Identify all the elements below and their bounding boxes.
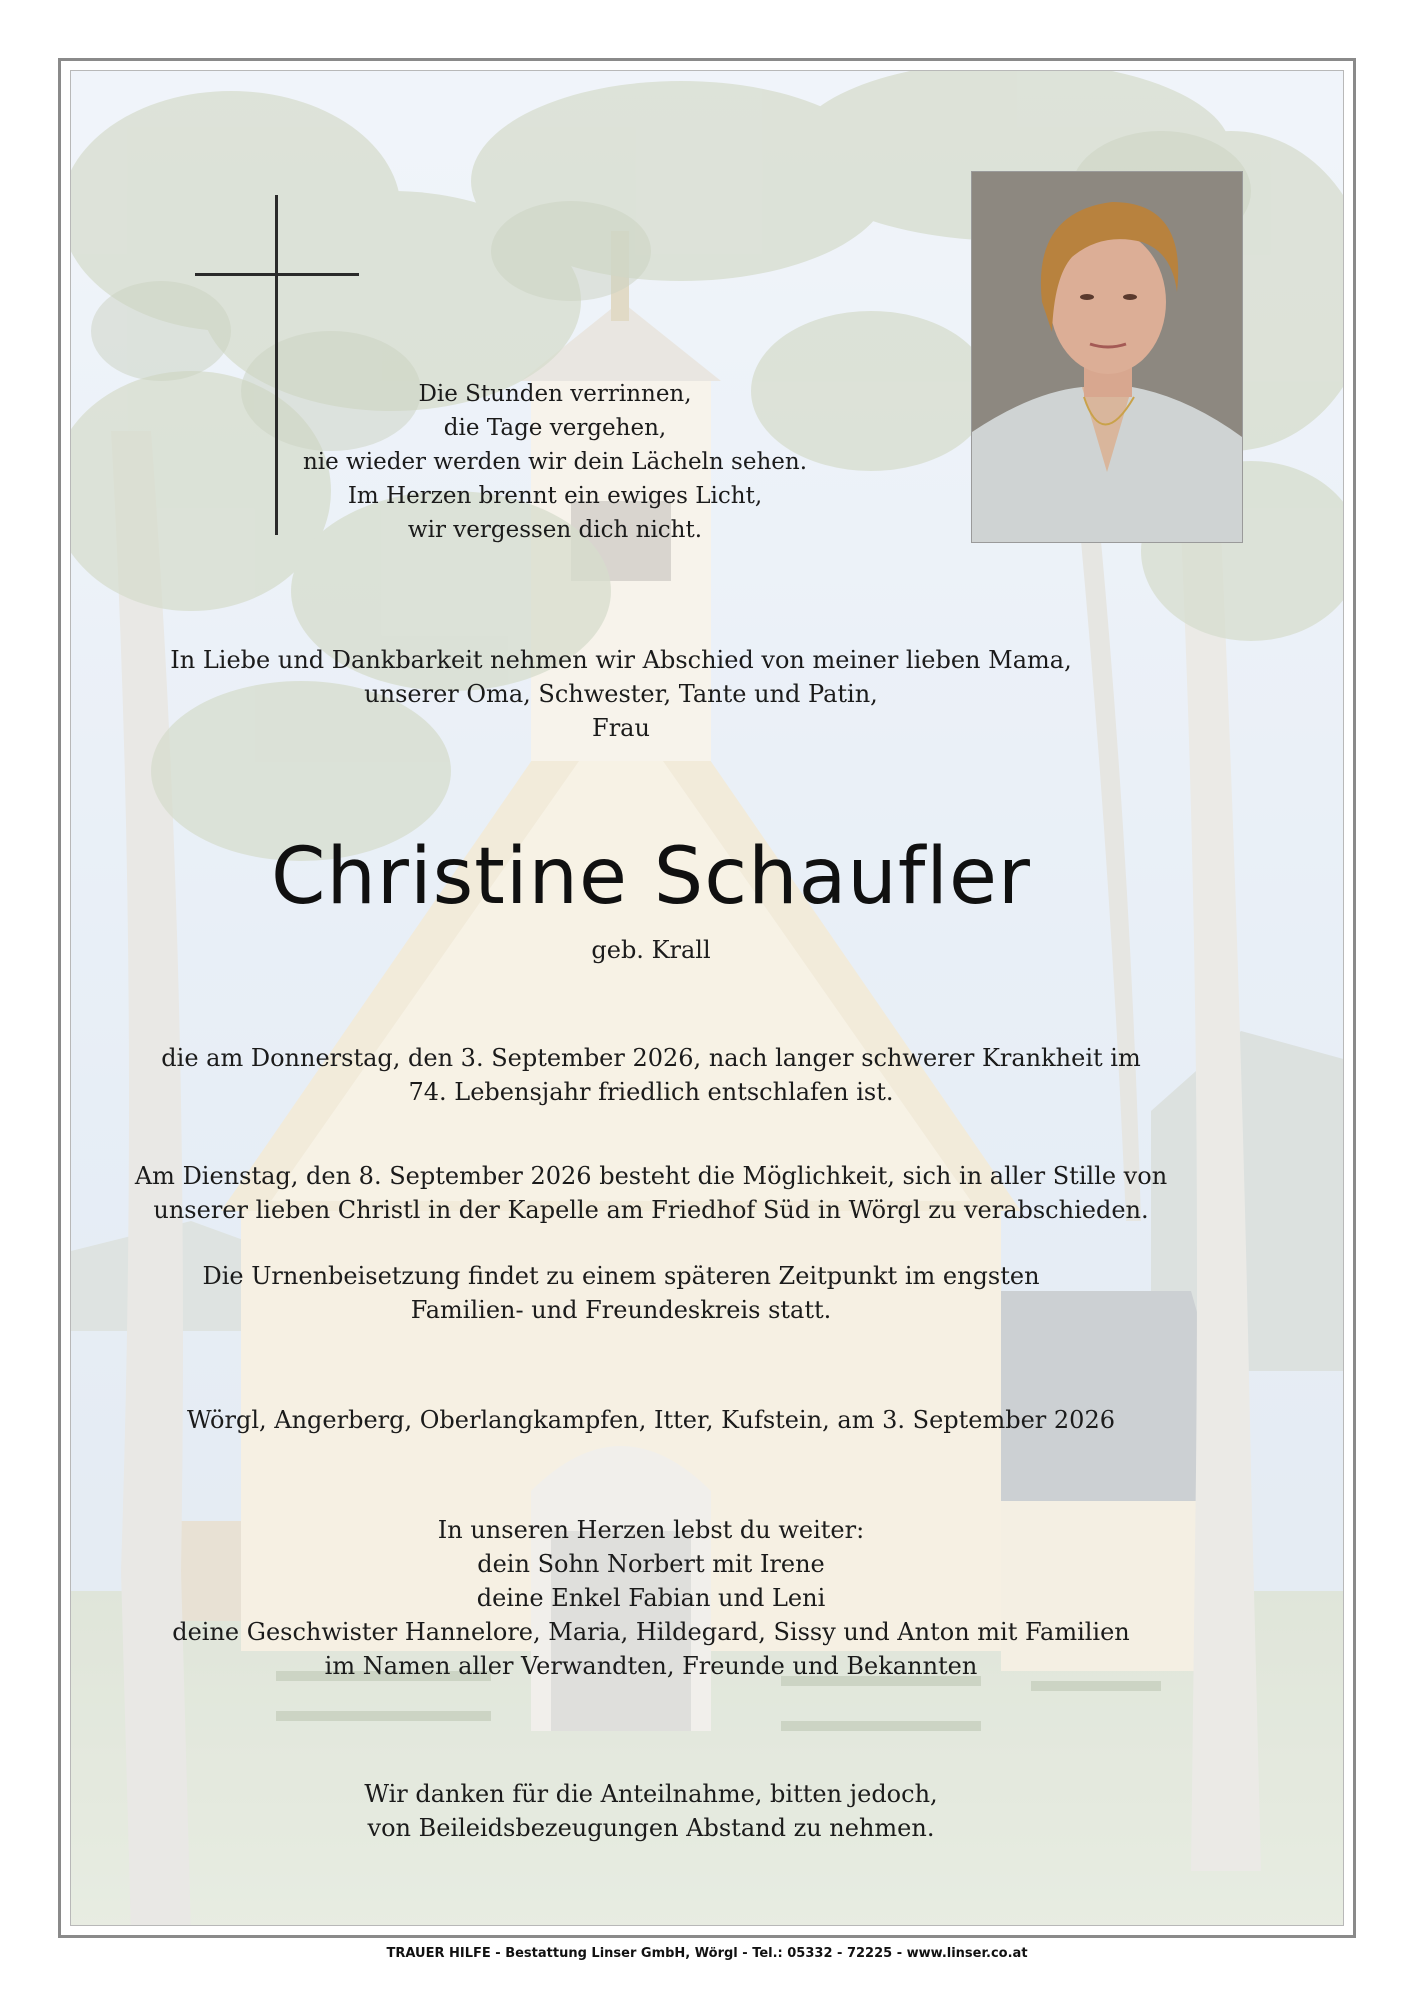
urn-line: Die Urnenbeisetzung findet zu einem späteren Zeitpunkt im engsten — [202, 1262, 1040, 1290]
deceased-name: Christine Schaufler — [271, 832, 1031, 922]
family-mourners — [70, 1513, 1291, 1683]
poem-line: Die Stunden verrinnen, — [418, 381, 692, 407]
funeral-home-footer: TRAUER HILFE - Bestattung Linser GmbH, Wörgl - Tel.: 05332 - 72225 - www.linser.co.at — [386, 1946, 1028, 1961]
poem-line: die Tage vergehen, — [443, 415, 667, 441]
urn-burial-notice — [70, 1259, 1261, 1327]
death-notice — [70, 1041, 1291, 1109]
death-notice-line: 74. Lebensjahr friedlich entschlafen ist. — [408, 1078, 894, 1106]
farewell-notice — [70, 1159, 1291, 1227]
notice-inner-border — [70, 70, 1344, 1926]
intro-line: In Liebe und Dankbarkeit nehmen wir Abschied von meiner lieben Mama, — [170, 646, 1072, 674]
poem-line: wir vergessen dich nicht. — [407, 517, 703, 543]
notice-frame — [58, 58, 1356, 1938]
place-and-date: Wörgl, Angerberg, Oberlangkampfen, Itter, Kufstein, am 3. September 2026 — [187, 1406, 1115, 1434]
poem-line: Im Herzen brennt ein ewiges Licht, — [347, 483, 763, 509]
family-line: deine Enkel Fabian und Leni — [476, 1584, 826, 1612]
family-line: dein Sohn Norbert mit Irene — [477, 1550, 825, 1578]
intro-paragraph — [70, 643, 1261, 745]
thanks-note — [70, 1777, 1291, 1845]
poem-line: nie wieder werden wir dein Lächeln sehen. — [302, 449, 808, 475]
death-notice-line: die am Donnerstag, den 3. September 2026, nach langer schwerer Krankheit im — [161, 1044, 1141, 1072]
intro-line: unserer Oma, Schwester, Tante und Patin, — [364, 680, 878, 708]
family-line: im Namen aller Verwandten, Freunde und Bekannten — [324, 1652, 978, 1680]
urn-line: Familien- und Freundeskreis statt. — [410, 1296, 832, 1324]
thanks-line: von Beileidsbezeugungen Abstand zu nehmen. — [367, 1814, 935, 1842]
intro-line: Frau — [592, 714, 650, 742]
birth-name: geb. Krall — [591, 936, 711, 964]
family-line: In unseren Herzen lebst du weiter: — [437, 1516, 865, 1544]
poem-verse — [70, 377, 1195, 547]
farewell-line: unserer lieben Christl in der Kapelle am Friedhof Süd in Wörgl zu verabschieden. — [153, 1196, 1149, 1224]
family-line: deine Geschwister Hannelore, Maria, Hildegard, Sissy und Anton mit Familien — [172, 1618, 1130, 1646]
farewell-line: Am Dienstag, den 8. September 2026 besteht die Möglichkeit, sich in aller Stille von — [134, 1162, 1168, 1190]
thanks-line: Wir danken für die Anteilnahme, bitten jedoch, — [364, 1780, 938, 1808]
